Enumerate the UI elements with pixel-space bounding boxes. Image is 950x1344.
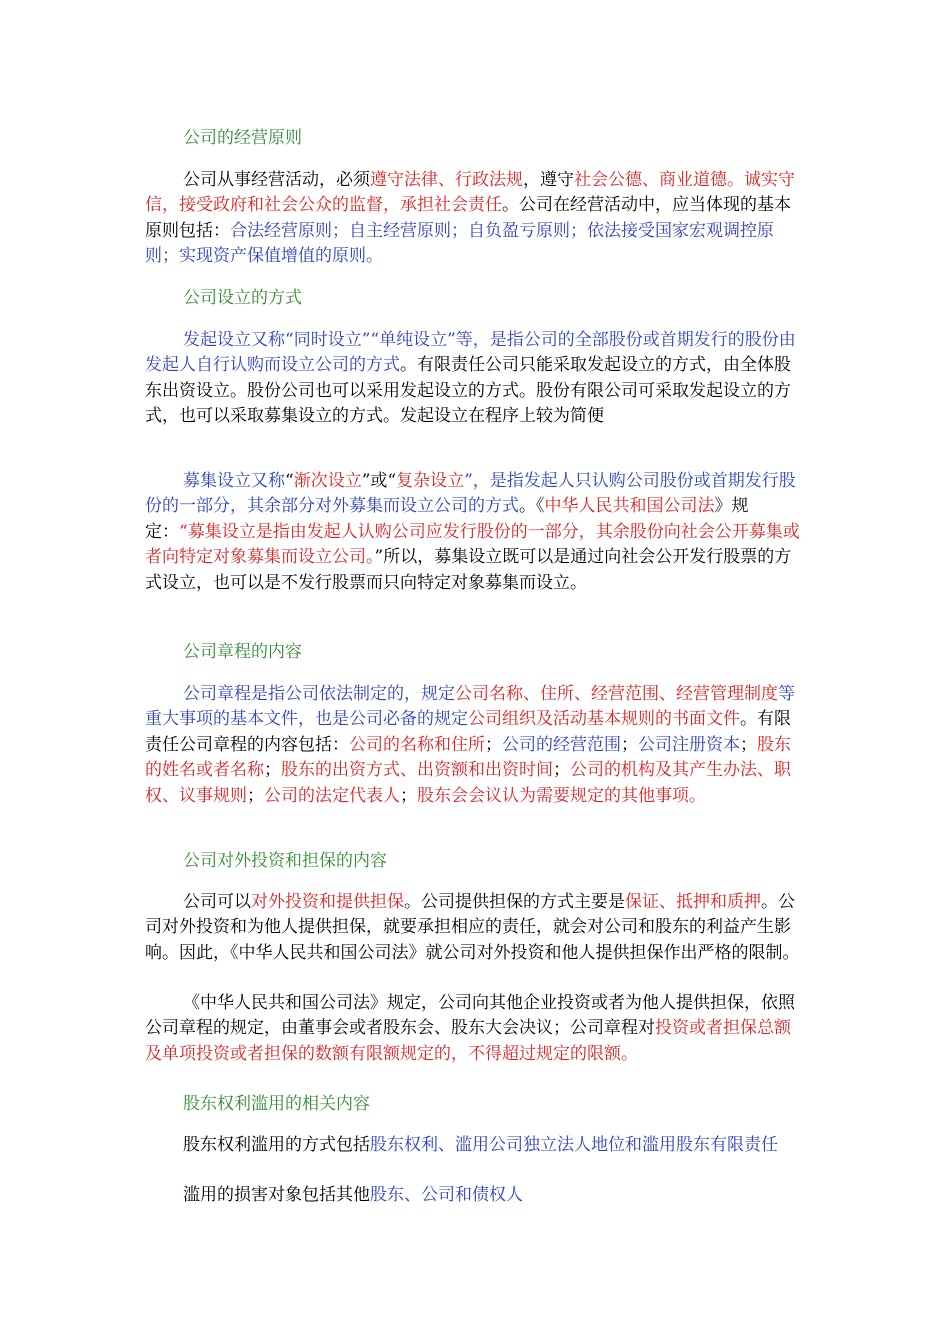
- text-segment: ；: [400, 785, 417, 806]
- text-segment: ；: [621, 734, 638, 755]
- text-segment: 。有限责任公司只能采取发起设立的方式，由全体股东出资设立。股份公司也可以采用发起设立的方式。股份有限公司可采取发起设立的方式，也可以采取募集设立的方式。发起设立在程序上较为简便: [145, 355, 791, 427]
- text-segment: 等重大事项的基本文件，也是公司必备的规定: [145, 684, 795, 730]
- text-segment: 。有限责任公司章程的内容包括：: [145, 709, 791, 755]
- paragraph-offering-establishment: [145, 469, 805, 596]
- section-heading-shareholder-abuse: 股东权利滥用的相关内容: [183, 1094, 370, 1114]
- text-segment: ；: [485, 734, 502, 755]
- text-segment: 公司注册资本: [638, 734, 740, 755]
- section-heading-operating-principles: 公司的经营原则: [183, 128, 302, 148]
- text-segment: “募集设立是指由发起人认购公司应发行股份的一部分，其余股份向社会公开募集或者向特定对象募集而设立公司。: [145, 521, 800, 568]
- text-segment: 渐次设立: [293, 471, 362, 491]
- text-segment: 公司的经营范围: [502, 734, 621, 755]
- text-segment: 。公司提供担保的方式主要是: [404, 892, 625, 912]
- section-heading-establishment-methods: 公司设立的方式: [183, 288, 302, 308]
- text-segment: ；: [553, 760, 570, 781]
- text-segment: 公司从事经营活动，必须: [183, 170, 370, 190]
- text-segment: ，遵守: [523, 170, 574, 190]
- text-segment: 滥用的损害对象包括其他: [183, 1185, 370, 1205]
- text-segment: 对外投资和提供担保: [251, 892, 404, 912]
- paragraph-operating-principles: [145, 168, 805, 270]
- text-segment: 中华人民共和国公司法: [544, 496, 715, 517]
- text-segment: 。《: [519, 496, 545, 517]
- section-heading-articles-content: 公司章程的内容: [183, 642, 302, 662]
- text-segment: 公司组织及活动基本规则的书面文件: [468, 709, 740, 730]
- text-segment: ”或“: [361, 471, 397, 491]
- text-segment: 股东、公司和债权人: [370, 1185, 523, 1205]
- paragraph-investment-guarantee: [145, 890, 805, 966]
- text-segment: 投资或者担保总额及单项投资或者担保的数额有限额规定的，不得超过规定的限额。: [145, 1018, 791, 1064]
- paragraph-articles-of-association: [145, 682, 805, 809]
- text-segment: 公司名称、住所、经营范围、经营管理制度: [455, 684, 778, 704]
- text-segment: 股东权利、滥用公司独立法人地位和滥用股东有限责任: [370, 1135, 778, 1155]
- text-segment: ；: [740, 734, 757, 755]
- text-segment: 股东的出资方式、出资额和出资时间: [281, 760, 553, 781]
- text-segment: ”，是指发起人只认购公司股份或首期发行股份的一部分，其余部分对外募集而设立公司的方式: [145, 471, 796, 517]
- text-segment: 复杂设立: [396, 471, 465, 491]
- text-segment: 公司的法定代表人: [264, 785, 400, 806]
- text-segment: 。公司在经营活动中，应当体现的基本原则包括：: [145, 195, 791, 241]
- text-segment: 股东权利滥用的方式包括: [183, 1135, 370, 1155]
- paragraph-company-law-rule: [145, 991, 805, 1067]
- text-segment: 公司的机构及其产生办法、职权、议事规则: [145, 760, 791, 806]
- text-segment: 。公司对外投资和为他人提供担保，就要承担相应的责任，就会对公司和股东的利益产生影响。因此，《中华人民共和国公司法》就公司对外投资和他人提供担保作出严格的限制。: [145, 892, 800, 963]
- text-segment: ”所以，募集设立既可以是通过向社会公开发行股票的方式设立，也可以是不发行股票而只向特定对象募集而设立。: [145, 547, 792, 593]
- text-segment: 募集设立又称: [183, 471, 285, 491]
- text-segment: 股东会会议认为需要规定的其他事项。: [417, 785, 706, 806]
- paragraph-abuse-targets: [145, 1183, 805, 1208]
- text-segment: ；: [264, 760, 281, 781]
- text-segment: 社会公德、商业道德。诚实守信，接受政府和社会公众的监督，承担社会责任: [145, 170, 795, 216]
- text-segment: 》规定：: [145, 496, 749, 542]
- text-segment: 合法经营原则；自主经营原则；自负盈亏原则；依法接受国家宏观调控原则；实现资产保值增值的原则。: [145, 220, 774, 267]
- text-segment: 保证、抵押和质押: [625, 892, 761, 912]
- text-segment: 公司的名称和住所: [349, 734, 485, 755]
- text-segment: 股东的姓名或者名称: [145, 734, 791, 781]
- text-segment: “: [285, 471, 294, 491]
- text-segment: 《中华人民共和国公司法》规定，公司向其他企业投资或者为他人提供担保，依照公司章程的规定，由董事会或者股东会、股东大会决议；公司章程对: [145, 993, 795, 1039]
- text-segment: 公司可以: [183, 892, 251, 912]
- paragraph-abuse-methods: [145, 1133, 805, 1158]
- text-segment: 发起设立又称“同时设立”“单纯设立”等，是指公司的全部股份或首期发行的股份由发起人自行认购而设立公司的方式: [145, 330, 796, 376]
- section-heading-investment-guarantee: 公司对外投资和担保的内容: [183, 851, 387, 871]
- text-segment: ；: [247, 785, 264, 806]
- paragraph-promotion-establishment: [145, 328, 805, 430]
- text-segment: 公司章程是指公司依法制定的，规定: [183, 684, 455, 704]
- text-segment: 遵守法律、行政法规: [370, 170, 523, 190]
